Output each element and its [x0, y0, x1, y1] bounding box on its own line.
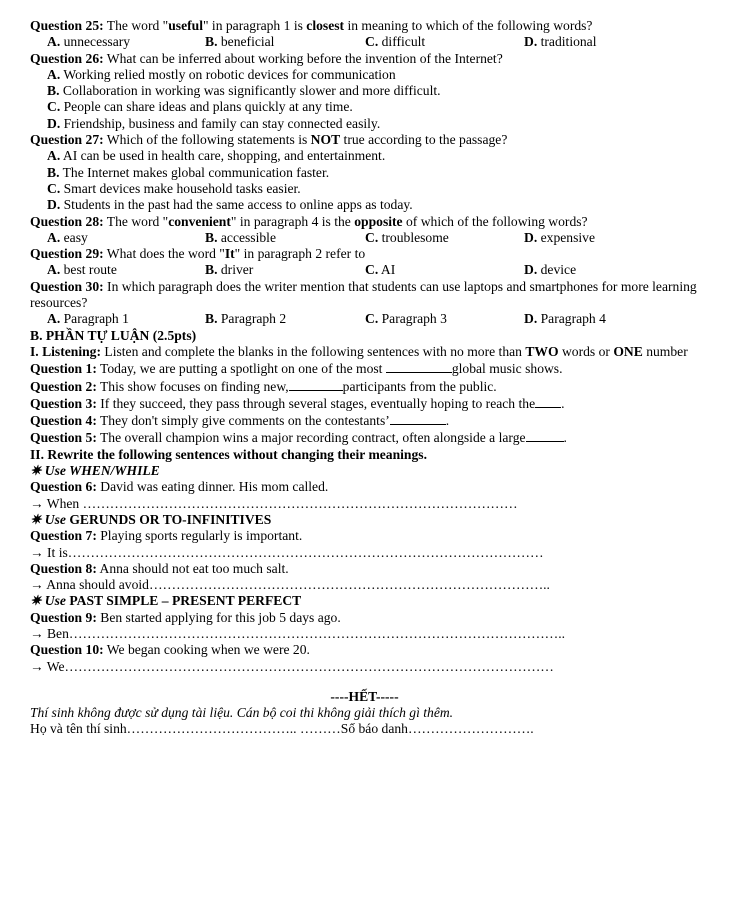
stem-keyword: convenient [168, 213, 231, 229]
option-text: Friendship, business and family can stay connected easily. [63, 115, 381, 131]
option-text: Paragraph 3 [381, 311, 447, 327]
question-30 [30, 279, 699, 328]
answer-line-10[interactable]: → We……………………………………………………………………………………………… [30, 658, 554, 674]
option-text: Paragraph 1 [63, 311, 129, 327]
option-letter: D. [524, 262, 538, 278]
question-label: Question 25: [30, 18, 104, 33]
exam-note: Thí sinh không được sử dụng tài liệu. Cán bộ coi thi không giải thích gì thêm. [30, 705, 454, 721]
question-label: Question 4: [30, 413, 97, 429]
option-letter: C. [47, 99, 61, 115]
question-label: Question 29: [30, 246, 104, 262]
option-letter: B. [205, 229, 218, 245]
question-29-stem [30, 246, 699, 262]
instruction-text: words or [558, 343, 614, 359]
question-label: Question 28: [30, 213, 104, 229]
question-8 [30, 561, 699, 577]
option-text: Students in the past had the same access to online apps as today. [63, 197, 413, 213]
group-heading-gerunds [30, 512, 699, 528]
listening-label: I. Listening: [30, 343, 102, 359]
question-label: Question 9: [30, 609, 97, 625]
listening-question-5 [30, 429, 699, 446]
option-text: device [540, 262, 577, 278]
answer-blank[interactable] [390, 412, 446, 425]
stem-keyword: NOT [310, 132, 341, 148]
answer-blank[interactable] [526, 429, 564, 442]
option-d [30, 197, 699, 213]
question-label: Question 7: [30, 528, 97, 544]
option-b [30, 83, 699, 99]
option-letter: B. [205, 34, 218, 50]
sentence-text: They don't simply give comments on the contestants’ [100, 413, 390, 429]
question-10 [30, 642, 699, 658]
option-text: Paragraph 2 [220, 311, 287, 327]
question-label: Question 27: [30, 132, 104, 148]
option-letter: C. [47, 180, 61, 196]
stem-keyword: closest [306, 18, 345, 33]
question-label: Question 30: [30, 278, 104, 294]
option-text: AI [380, 262, 396, 278]
sentence-text: The overall champion wins a major recording contract, often alongside a large [100, 430, 526, 446]
instruction-text: number [642, 343, 688, 359]
answer-line-8[interactable]: → Anna should avoid…………………………………………………………………………….. [30, 577, 550, 593]
group-topic: PAST SIMPLE – PRESENT PERFECT [65, 593, 302, 609]
listening-instructions [30, 344, 699, 360]
question-25-stem [30, 18, 699, 34]
question-9 [30, 610, 699, 626]
stem-text: What does the word " [106, 246, 225, 262]
end-mark: ----HẾT----- [330, 688, 399, 704]
sentence-text: . [445, 413, 450, 429]
sentence-text: participants from the public. [342, 378, 497, 394]
option-d [524, 311, 606, 327]
option-letter: B. [47, 83, 60, 99]
option-letter: B. [205, 262, 218, 278]
option-text: troublesome [381, 229, 449, 245]
option-a [47, 262, 205, 278]
answer-line-9[interactable]: → Ben……………………………………………………………………………………………….. [30, 625, 566, 641]
option-text: expensive [540, 229, 595, 245]
listening-question-2 [30, 378, 699, 395]
answer-blank[interactable] [535, 395, 561, 408]
option-letter: C. [365, 262, 379, 278]
instruction-text: Listen and complete the blanks in the following sentences with no more than [101, 343, 526, 359]
option-text: Collaboration in working was significantly slower and more difficult. [62, 83, 441, 99]
listening-question-4 [30, 412, 699, 429]
option-b [30, 165, 699, 181]
option-letter: B. [47, 164, 60, 180]
option-text: People can share ideas and plans quickly at any time. [63, 99, 353, 115]
option-letter: C. [365, 229, 379, 245]
options-row [30, 262, 699, 278]
question-label: Question 2: [30, 378, 97, 394]
instruction-keyword: ONE [613, 343, 643, 359]
question-label: Question 3: [30, 395, 97, 411]
question-label: Question 5: [30, 430, 97, 446]
option-text: beneficial [220, 34, 275, 50]
option-a [47, 311, 205, 327]
stem-text: The word " [106, 213, 169, 229]
option-a [30, 148, 699, 164]
sentence-text: If they succeed, they pass through several stages, eventually hoping to reach the [100, 395, 536, 411]
options-row [30, 34, 699, 50]
sentence-text: Today, we are putting a spotlight on one of the most [100, 361, 383, 377]
option-text: Smart devices make household tasks easier. [63, 180, 301, 196]
answer-line-6[interactable]: → When …………………………………………………………………………………… [30, 495, 518, 511]
option-b [205, 262, 365, 278]
group-topic: WHEN/WHILE [65, 463, 160, 479]
question-27 [30, 132, 699, 213]
option-c [30, 99, 699, 115]
listening-question-3 [30, 395, 699, 412]
answer-blank[interactable] [386, 360, 452, 373]
option-text: difficult [381, 34, 426, 50]
option-letter: A. [47, 66, 61, 82]
stem-text: in meaning to which of the following words? [344, 18, 593, 33]
question-label: Question 26: [30, 50, 104, 66]
option-d [524, 262, 576, 278]
option-text: Paragraph 4 [540, 311, 606, 327]
option-b [205, 311, 365, 327]
question-label: Question 8: [30, 560, 97, 576]
question-26 [30, 51, 699, 132]
sentence-text: global music shows. [451, 361, 563, 377]
option-text: unnecessary [63, 34, 131, 50]
question-30-stem [30, 279, 699, 312]
option-a [47, 34, 205, 50]
group-use: Use [44, 511, 66, 527]
stem-text: true according to the passage? [340, 132, 508, 148]
sentence-text: . [561, 395, 565, 411]
option-c [365, 262, 524, 278]
stem-keyword: opposite [354, 213, 403, 229]
option-text: The Internet makes global communication faster. [62, 164, 330, 180]
option-b [205, 34, 365, 50]
options-row [30, 230, 699, 246]
star-icon: ✷ [30, 593, 42, 609]
option-letter: D. [524, 229, 538, 245]
option-text: accessible [220, 229, 276, 245]
option-letter: D. [47, 197, 61, 213]
option-letter: B. [205, 311, 218, 327]
question-29 [30, 246, 699, 279]
option-letter: D. [524, 311, 538, 327]
sentence-text: This show focuses on finding new, [100, 378, 289, 394]
option-d [30, 116, 699, 132]
sentence-text: . [563, 430, 567, 446]
question-27-stem [30, 132, 699, 148]
stem-text: What can be inferred about working before the invention of the Internet? [106, 50, 503, 66]
answer-blank[interactable] [289, 378, 343, 391]
option-text: driver [220, 262, 254, 278]
option-letter: C. [365, 34, 379, 50]
option-b [205, 230, 365, 246]
options-row [30, 311, 699, 327]
option-d [524, 230, 595, 246]
question-26-stem [30, 51, 699, 67]
answer-line-7[interactable]: → It is…………………………………………………………………………………………… [30, 544, 544, 560]
question-28-stem [30, 214, 699, 230]
option-letter: A. [47, 34, 61, 50]
option-text: best route [63, 262, 117, 278]
question-7 [30, 528, 699, 544]
option-letter: A. [47, 262, 61, 278]
sentence-text: Ben started applying for this job 5 days ago. [100, 609, 341, 625]
option-letter: D. [524, 34, 538, 50]
sentence-text: David was eating dinner. His mom called. [100, 479, 329, 495]
group-use: Use [44, 463, 66, 479]
option-d [524, 34, 597, 50]
option-a [30, 67, 699, 83]
stem-text: " in paragraph 4 is the [230, 213, 355, 229]
sentence-text: We began cooking when we were 20. [106, 642, 310, 658]
candidate-info-line[interactable]: Họ và tên thí sinh……………………………….. ………Số báo danh………………………. [30, 721, 534, 737]
group-heading-when-while [30, 463, 699, 479]
instruction-keyword: TWO [525, 343, 559, 359]
option-c [365, 311, 524, 327]
option-letter: D. [47, 115, 61, 131]
rewrite-heading: II. Rewrite the following sentences without changing their meanings. [30, 446, 427, 462]
option-text: Working relied mostly on robotic devices for communication [63, 66, 396, 82]
sentence-text: Playing sports regularly is important. [100, 528, 303, 544]
star-icon: ✷ [30, 463, 42, 479]
group-topic: GERUNDS OR TO-INFINITIVES [65, 511, 272, 527]
option-letter: A. [47, 229, 61, 245]
option-c [365, 34, 524, 50]
option-a [47, 230, 205, 246]
option-letter: A. [47, 148, 61, 164]
listening-question-1 [30, 360, 699, 377]
sentence-text: Anna should not eat too much salt. [99, 560, 289, 576]
option-letter: A. [47, 311, 61, 327]
stem-text: In which paragraph does the writer mention that students can use laptops and smartphones for more learning resources? [30, 278, 697, 311]
option-c [365, 230, 524, 246]
stem-keyword: It [224, 246, 235, 262]
stem-text: " in paragraph 1 is [202, 18, 307, 33]
stem-keyword: useful [168, 18, 203, 33]
question-28 [30, 214, 699, 247]
star-icon: ✷ [30, 511, 42, 527]
stem-text: Which of the following statements is [106, 132, 311, 148]
group-heading-tenses [30, 593, 699, 609]
stem-text: of which of the following words? [402, 213, 588, 229]
question-25 [30, 18, 699, 51]
question-label: Question 6: [30, 479, 97, 495]
option-text: traditional [540, 34, 597, 50]
option-text: easy [63, 229, 88, 245]
stem-text: " in paragraph 2 refer to [234, 246, 366, 262]
question-label: Question 10: [30, 642, 104, 658]
question-label: Question 1: [30, 361, 97, 377]
group-use: Use [44, 593, 66, 609]
question-6 [30, 479, 699, 495]
stem-text: The word " [106, 18, 169, 33]
part-b-heading: B. PHẦN TỰ LUẬN (2.5pts) [30, 327, 197, 343]
option-c [30, 181, 699, 197]
option-letter: C. [365, 311, 379, 327]
option-text: AI can be used in health care, shopping, and entertainment. [62, 148, 386, 164]
